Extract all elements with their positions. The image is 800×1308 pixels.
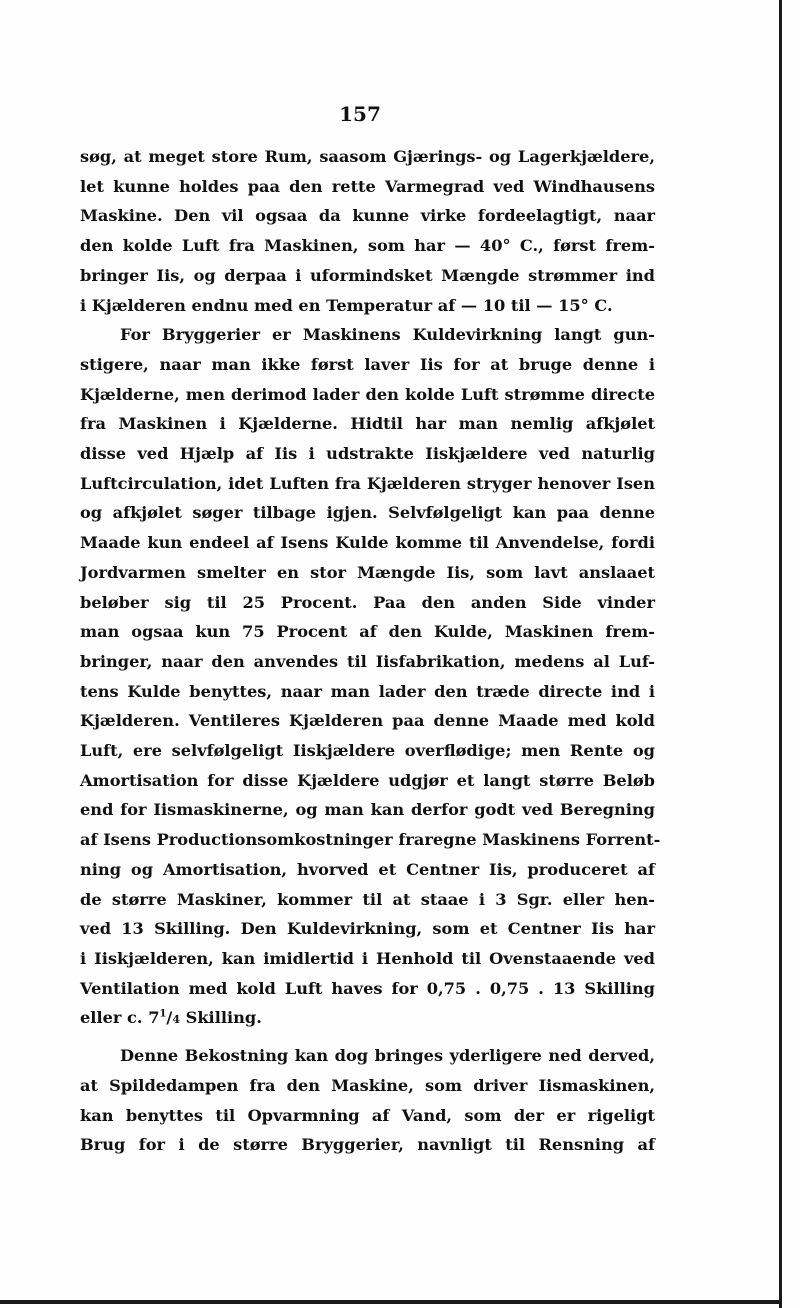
text-line: Denne Bekostning kan dog bringes yderligere ned derved, — [120, 1046, 655, 1066]
text-line: Luft, ere selvfølgeligt Iiskjældere overflødige; men Rente og — [80, 741, 655, 761]
body-text — [80, 142, 661, 1160]
text-line: i Iiskjælderen, kan imidlertid i Henhold til Ovenstaaende ved — [80, 948, 655, 968]
fraction-denominator: 4 — [172, 1013, 180, 1027]
text-line: end for Iismaskinerne, og man kan derfor godt ved Beregning — [80, 800, 655, 820]
text-line: kan benyttes til Opvarmning af Vand, som der er rigeligt — [80, 1105, 655, 1125]
text-line: at Spildedampen fra den Maskine, som driver Iismaskinen, — [80, 1075, 655, 1095]
text-line: Ventilation med kold Luft haves for 0,75 . 0,75 . 13 Skilling — [80, 978, 655, 998]
text-line: Amortisation for disse Kjældere udgjør et langt større Beløb — [80, 770, 655, 790]
page-number: 157 — [339, 102, 381, 126]
text-line: let kunne holdes paa den rette Varmegrad ved Windhausens — [80, 176, 655, 196]
text-line: i Kjælderen endnu med en Temperatur af — 10 til — 15° C. — [80, 295, 613, 315]
page-edge-bottom — [0, 1300, 782, 1304]
text-line: Kjælderen. Ventileres Kjælderen paa denne Maade med kold — [80, 711, 655, 731]
text-line: den kolde Luft fra Maskinen, som har — 40° C., først frem- — [80, 236, 655, 256]
text-line: For Bryggerier er Maskinens Kuldevirkning langt gun- — [120, 325, 655, 345]
text-line: søg, at meget store Rum, saasom Gjærings- og Lagerkjældere, — [80, 147, 655, 166]
text-line: Maskine. Den vil ogsaa da kunne virke fordeelagtigt, naar — [80, 206, 655, 226]
text-line: tens Kulde benyttes, naar man lader den træde directe ind i — [80, 681, 655, 701]
text-line: af Isens Productionsomkostninger fraregne Maskinens Forrent- — [80, 830, 661, 850]
text-line: Luftcirculation, idet Luften fra Kjælderen stryger henover Isen — [80, 473, 655, 493]
text-line: beløber sig til 25 Procent. Paa den anden Side vinder — [80, 592, 655, 612]
text-line: ved 13 Skilling. Den Kuldevirkning, som et Centner Iis har — [80, 919, 655, 939]
text-line: stigere, naar man ikke først laver Iis for at bruge denne i — [80, 354, 655, 374]
text-line: disse ved Hjælp af Iis i udstrakte Iiskjældere ved naturlig — [80, 444, 655, 464]
text-fragment: Skilling. — [180, 1008, 262, 1028]
text-line: Maade kun endeel af Isens Kulde komme til Anvendelse, fordi — [80, 533, 655, 553]
fraction-numerator: 1 — [159, 1009, 167, 1020]
text-line-fraction: eller c. $7^1/4$ Skilling. — [80, 1008, 262, 1028]
page-edge-right — [779, 0, 782, 1308]
text-line: fra Maskinen i Kjælderne. Hidtil har man nemlig afkjølet — [80, 414, 655, 434]
text-line: bringer Iis, og derpaa i uformindsket Mængde strømmer ind — [80, 265, 655, 285]
text-line: Jordvarmen smelter en stor Mængde Iis, som lavt anslaaet — [80, 562, 655, 582]
text-line: Kjælderne, men derimod lader den kolde Luft strømme directe — [80, 384, 655, 404]
text-line: bringer, naar den anvendes til Iisfabrikation, medens al Luf- — [80, 651, 655, 671]
text-line: og afkjølet søger tilbage igjen. Selvfølgeligt kan paa denne — [80, 503, 655, 523]
text-line: man ogsaa kun 75 Procent af den Kulde, Maskinen frem- — [80, 622, 655, 642]
text-line: ning og Amortisation, hvorved et Centner Iis, produceret af — [80, 859, 655, 879]
text-fragment: eller c. 7 — [80, 1008, 160, 1028]
text-line: Brug for i de større Bryggerier, navnligt til Rensning af — [80, 1135, 655, 1155]
text-line: de større Maskiner, kommer til at staae i 3 Sgr. eller hen- — [80, 889, 655, 909]
